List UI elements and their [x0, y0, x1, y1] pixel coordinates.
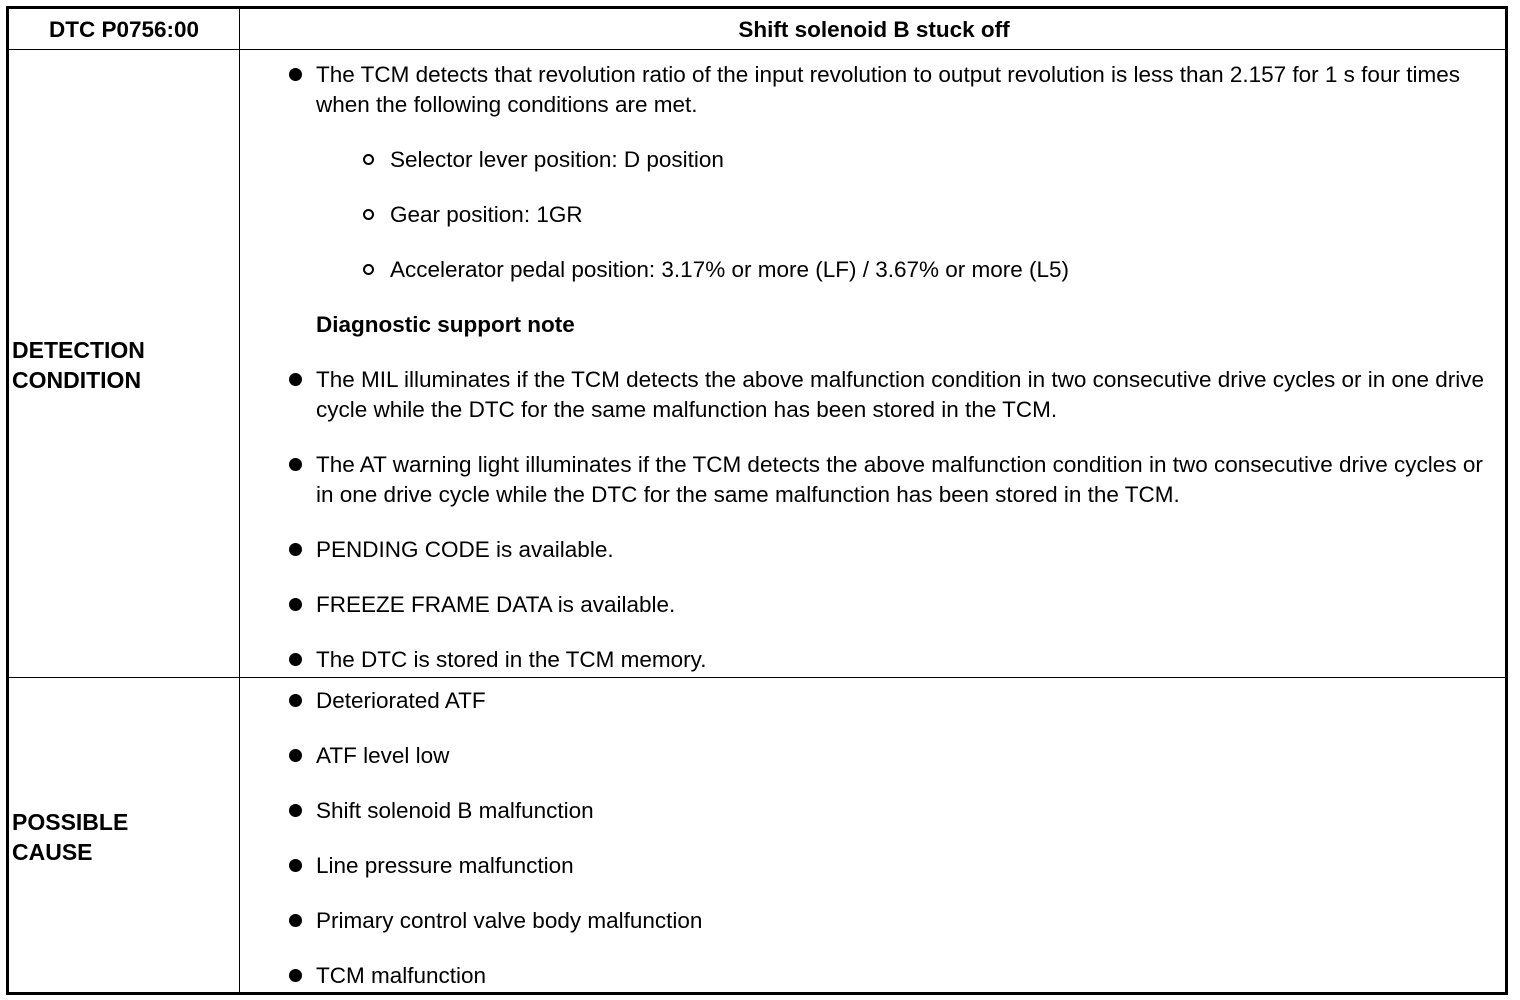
list-item: [240, 145, 1508, 175]
cause-text: Primary control valve body malfunction: [316, 908, 703, 933]
list-item: [240, 686, 1508, 716]
bullet-icon: [289, 458, 302, 471]
list-item: [240, 450, 1508, 510]
list-item: [240, 961, 1508, 991]
cause-text: ATF level low: [316, 743, 450, 768]
note-text: The AT warning light illuminates if the TCM detects the above malfunction condition in two consecutive drive cycles or in one drive cycle while the DTC for the same malfunction has been stored in the TCM.: [316, 452, 1483, 507]
bullet-icon: [289, 543, 302, 556]
list-item: [240, 200, 1508, 230]
row-divider: [9, 677, 1505, 678]
condition-text: Gear position: 1GR: [390, 202, 583, 227]
detection-intro: The TCM detects that revolution ratio of the input revolution to output revolution is less than 2.157 for 1 s four times when the following conditions are met.: [316, 62, 1460, 117]
header-divider: [9, 49, 1505, 50]
list-item: [240, 590, 1508, 620]
detection-condition-list: [240, 60, 1508, 675]
condition-text: Selector lever position: D position: [390, 147, 724, 172]
circle-bullet-icon: [363, 264, 374, 275]
bullet-icon: [289, 653, 302, 666]
bullet-icon: [289, 914, 302, 927]
possible-cause-list: [240, 686, 1508, 991]
bullet-icon: [289, 749, 302, 762]
list-item: [240, 741, 1508, 771]
note-text: FREEZE FRAME DATA is available.: [316, 592, 676, 617]
list-item: [240, 255, 1508, 285]
list-item: [240, 60, 1508, 120]
bullet-icon: [289, 68, 302, 81]
bullet-icon: [289, 804, 302, 817]
bullet-icon: [289, 694, 302, 707]
bullet-icon: [289, 859, 302, 872]
cause-text: Deteriorated ATF: [316, 688, 486, 713]
condition-text: Accelerator pedal position: 3.17% or more (LF) / 3.67% or more (L5): [390, 257, 1070, 282]
diagnostic-support-note-heading: Diagnostic support note: [316, 312, 575, 337]
circle-bullet-icon: [363, 154, 374, 165]
dtc-title: Shift solenoid B stuck off: [738, 17, 1010, 42]
list-item: [240, 851, 1508, 881]
circle-bullet-icon: [363, 209, 374, 220]
detection-condition-label: DETECTION CONDITION: [12, 337, 145, 393]
list-item: [240, 365, 1508, 425]
cause-text: Shift solenoid B malfunction: [316, 798, 594, 823]
dtc-table: [6, 6, 1508, 995]
dtc-code: DTC P0756:00: [48, 17, 200, 42]
list-item: [240, 906, 1508, 936]
bullet-icon: [289, 969, 302, 982]
list-item: [240, 535, 1508, 565]
cause-text: TCM malfunction: [316, 963, 487, 988]
list-item: [240, 645, 1508, 675]
note-text: The MIL illuminates if the TCM detects the above malfunction condition in two consecutive drive cycles or in one drive cycle while the DTC for the same malfunction has been stored in the TCM.: [316, 367, 1485, 422]
list-item: [240, 796, 1508, 826]
possible-cause-label: POSSIBLE CAUSE: [12, 809, 129, 865]
note-text: PENDING CODE is available.: [316, 537, 614, 562]
note-text: The DTC is stored in the TCM memory.: [316, 647, 707, 672]
cause-text: Line pressure malfunction: [316, 853, 574, 878]
bullet-icon: [289, 373, 302, 386]
bullet-icon: [289, 598, 302, 611]
